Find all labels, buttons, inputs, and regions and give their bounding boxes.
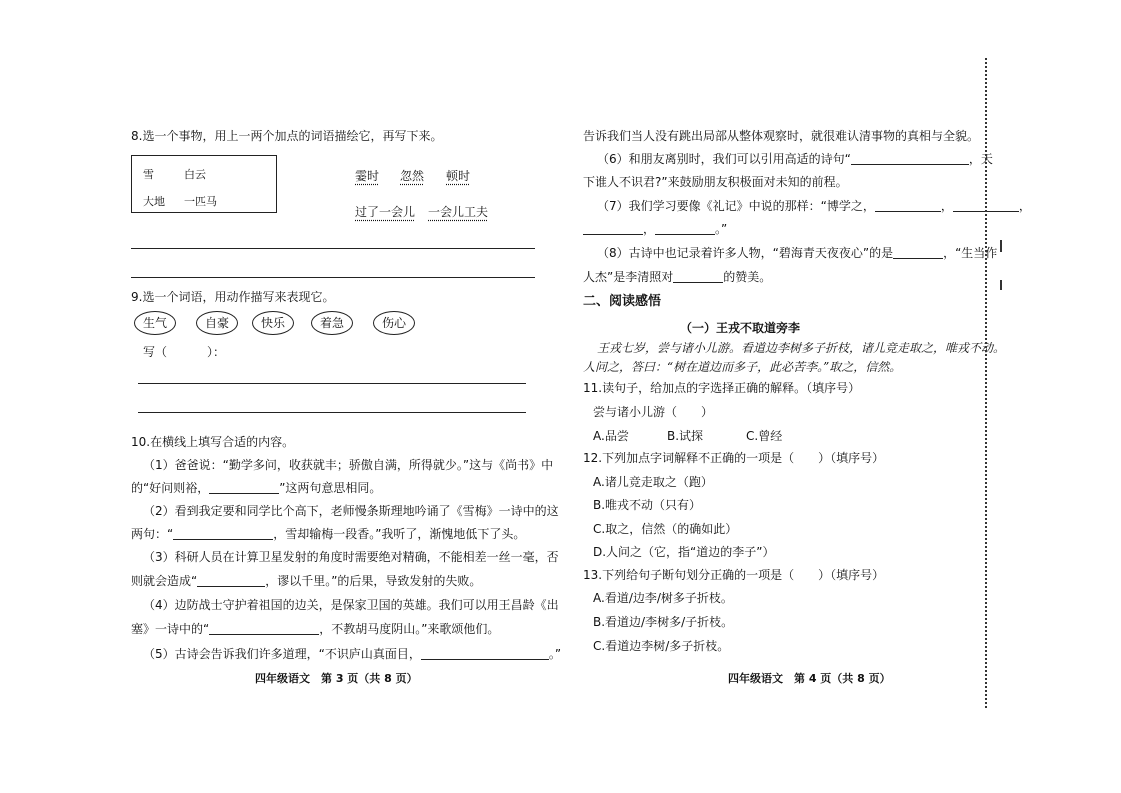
q12-option[interactable]: D.人问之（它，指“道边的李子”） bbox=[593, 545, 775, 559]
footer-right: 四年级语文 第 4 页（共 8 页） bbox=[728, 672, 891, 685]
q10-item-4b: 塞》一诗中的“ ，不教胡马度阴山。”来歌颂他们。 bbox=[131, 622, 500, 636]
q10-item-2b: 两句：“ ，雪却输梅一段香。”我听了，渐愧地低下了头。 bbox=[131, 527, 526, 541]
q9-word-oval[interactable]: 生气 bbox=[134, 311, 176, 335]
q10-item-5: （5）古诗会告诉我们许多道理，“不识庐山真面目， 。” bbox=[143, 647, 562, 661]
q12-title: 12.下列加点字词解释不正确的一项是（ ）（填序号） bbox=[583, 451, 885, 465]
q10-item-3b: 则就会造成“ ，谬以千里。”的后果，导致发射的失败。 bbox=[131, 574, 482, 588]
q10-item-7b: ， 。” bbox=[583, 221, 727, 237]
q10-blank-7d[interactable] bbox=[655, 222, 715, 235]
q8-dotted-word: 顿时 bbox=[446, 169, 471, 183]
q8-dotted-word: 忽然 bbox=[400, 169, 425, 183]
q10-blank-8a[interactable] bbox=[893, 246, 943, 259]
q10-item-2a: （2）看到我定要和同学比个高下，老师慢条斯理地吟诵了《雪梅》一诗中的这 bbox=[143, 504, 559, 518]
section-reading-title: 二、阅读感悟 bbox=[583, 294, 662, 309]
q10-blank-4[interactable] bbox=[209, 622, 319, 635]
q9-word-oval[interactable]: 自豪 bbox=[196, 311, 238, 335]
q12-option[interactable]: B.唯戎不动（只有） bbox=[593, 498, 702, 512]
q9-title: 9.选一个词语，用动作描写来表现它。 bbox=[131, 290, 335, 304]
binding-mark bbox=[1000, 280, 1002, 290]
q9-write-label: 写（ ）： bbox=[143, 345, 226, 359]
q10-item-8a: （8）古诗中也记录着许多人物，“碧海青天夜夜心”的是 ，“生当作 bbox=[597, 246, 998, 260]
q8-answer-line[interactable] bbox=[131, 248, 535, 249]
q10-blank-7c[interactable] bbox=[583, 222, 643, 235]
q10-blank-3[interactable] bbox=[197, 574, 265, 587]
q11-option[interactable]: C.曾经 bbox=[746, 429, 783, 443]
q8-box-item: 雪 bbox=[143, 168, 154, 181]
q8-box-item: 大地 bbox=[143, 195, 165, 208]
q8-answer-line[interactable] bbox=[131, 277, 535, 278]
q10-blank-1[interactable] bbox=[209, 481, 279, 494]
q10-item-4a: （4）边防战士守护着祖国的边关，是保家卫国的英雄。我们可以用王昌龄《出 bbox=[143, 598, 559, 612]
q13-title: 13.下列给句子断句划分正确的一项是（ ）（填序号） bbox=[583, 568, 885, 582]
q10-item-3a: （3）科研人员在计算卫星发射的角度时需要绝对精确，不能相差一丝一毫，否 bbox=[143, 550, 559, 564]
q11-title: 11.读句子，给加点的字选择正确的解释。（填序号） bbox=[583, 381, 861, 395]
q10-blank-8b[interactable] bbox=[673, 270, 723, 283]
q10-item-1b: 的“好问则裕， ”这两句意思相同。 bbox=[131, 481, 382, 495]
q12-option[interactable]: A.诸儿竞走取之（跑） bbox=[593, 475, 713, 489]
q8-title: 8.选一个事物，用上一两个加点的词语描绘它，再写下来。 bbox=[131, 129, 443, 143]
q13-option[interactable]: C.看道边李树/多子折枝。 bbox=[593, 639, 730, 653]
footer-left: 四年级语文 第 3 页（共 8 页） bbox=[255, 672, 418, 685]
q10-item-6b: 下谁人不识君?”来鼓励朋友积极面对未知的前程。 bbox=[583, 175, 848, 189]
q10-item-1a: （1）爸爸说：“勤学多问，收获就丰；骄傲自满，所得就少。”这与《尚书》中 bbox=[143, 458, 554, 472]
q12-option[interactable]: C.取之，信然（的确如此） bbox=[593, 522, 738, 536]
q8-box-item: 白云 bbox=[184, 168, 206, 181]
q9-word-oval[interactable]: 伤心 bbox=[373, 311, 415, 335]
q8-dotted-word: 一会儿工夫 bbox=[428, 205, 489, 219]
q9-word-oval[interactable]: 快乐 bbox=[252, 311, 294, 335]
r-continued-text: 告诉我们当人没有跳出局部从整体观察时，就很难认清事物的真相与全貌。 bbox=[583, 129, 980, 143]
passage-title: （一）王戎不取道旁李 bbox=[680, 321, 801, 335]
q8-dotted-word: 过了一会儿 bbox=[355, 205, 416, 219]
q10-blank-6[interactable] bbox=[851, 152, 969, 165]
q9-word-oval[interactable]: 着急 bbox=[311, 311, 353, 335]
q10-blank-5[interactable] bbox=[421, 647, 549, 660]
binding-mark bbox=[1000, 240, 1002, 252]
q11-sentence: 尝与诸小儿游（ ） bbox=[593, 405, 714, 419]
q10-blank-2[interactable] bbox=[173, 527, 273, 540]
q11-option[interactable]: A.品尝 bbox=[593, 429, 629, 443]
q10-item-8b: 人杰”是李清照对 的赞美。 bbox=[583, 270, 772, 284]
q11-option[interactable]: B.试探 bbox=[667, 429, 704, 443]
passage-line-1: 王戎七岁，尝与诸小儿游。看道边李树多子折枝，诸儿竞走取之，唯戎不动。 bbox=[597, 341, 1006, 355]
q10-item-7a: （7）我们学习要像《礼记》中说的那样：“博学之， ， ， bbox=[597, 199, 1031, 213]
q8-box-item: 一匹马 bbox=[184, 195, 217, 208]
q13-option[interactable]: B.看道边/李树多/子折枝。 bbox=[593, 615, 734, 629]
passage-line-2: 人问之，答曰：“树在道边而多子，此必苦李。”取之，信然。 bbox=[583, 360, 902, 374]
q10-blank-7a[interactable] bbox=[875, 199, 941, 212]
q9-answer-line[interactable] bbox=[138, 383, 526, 384]
q13-option[interactable]: A.看道/边李/树多子折枝。 bbox=[593, 591, 733, 605]
q8-dotted-word: 霎时 bbox=[355, 169, 380, 183]
q9-answer-line[interactable] bbox=[138, 412, 526, 413]
q10-item-6a: （6）和朋友离别时，我们可以引用高适的诗句“ ，天 bbox=[597, 152, 993, 166]
binding-dotted-line bbox=[985, 58, 987, 708]
q10-title: 10.在横线上填写合适的内容。 bbox=[131, 435, 295, 449]
